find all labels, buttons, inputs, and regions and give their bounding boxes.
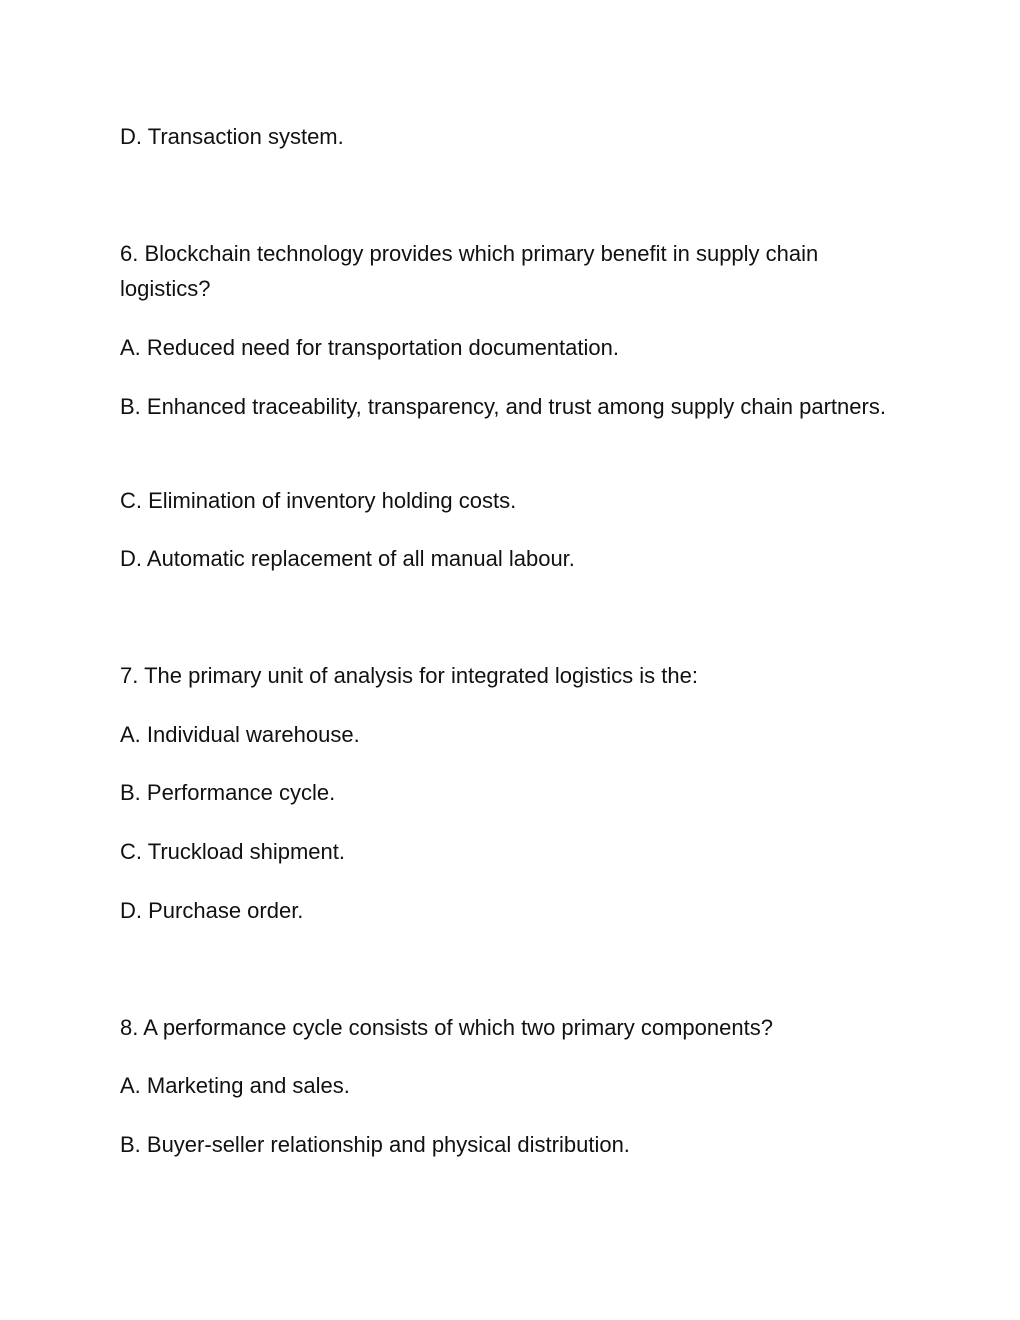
q7-option-b: B. Performance cycle. bbox=[120, 780, 336, 805]
q8-option-a: A. Marketing and sales. bbox=[120, 1073, 350, 1098]
q7-option-d: D. Purchase order. bbox=[120, 898, 304, 923]
q6-option-d: D. Automatic replacement of all manual labour. bbox=[120, 546, 575, 571]
q5-option-d: D. Transaction system. bbox=[120, 124, 344, 149]
q7-stem: 7. The primary unit of analysis for integrated logistics is the: bbox=[120, 663, 698, 688]
q6-option-c: C. Elimination of inventory holding costs. bbox=[120, 488, 517, 513]
q7-option-a: A. Individual warehouse. bbox=[120, 722, 360, 747]
q8-stem: 8. A performance cycle consists of which two primary components? bbox=[120, 1015, 773, 1040]
q6-option-a: A. Reduced need for transportation documentation. bbox=[120, 335, 619, 360]
q8-option-b: B. Buyer-seller relationship and physical distribution. bbox=[120, 1132, 630, 1157]
q6-option-b: B. Enhanced traceability, transparency, and trust among supply chain partners. bbox=[120, 394, 886, 419]
q6-stem: 6. Blockchain technology provides which primary benefit in supply chain logistics? bbox=[120, 241, 819, 301]
q7-option-c: C. Truckload shipment. bbox=[120, 839, 345, 864]
